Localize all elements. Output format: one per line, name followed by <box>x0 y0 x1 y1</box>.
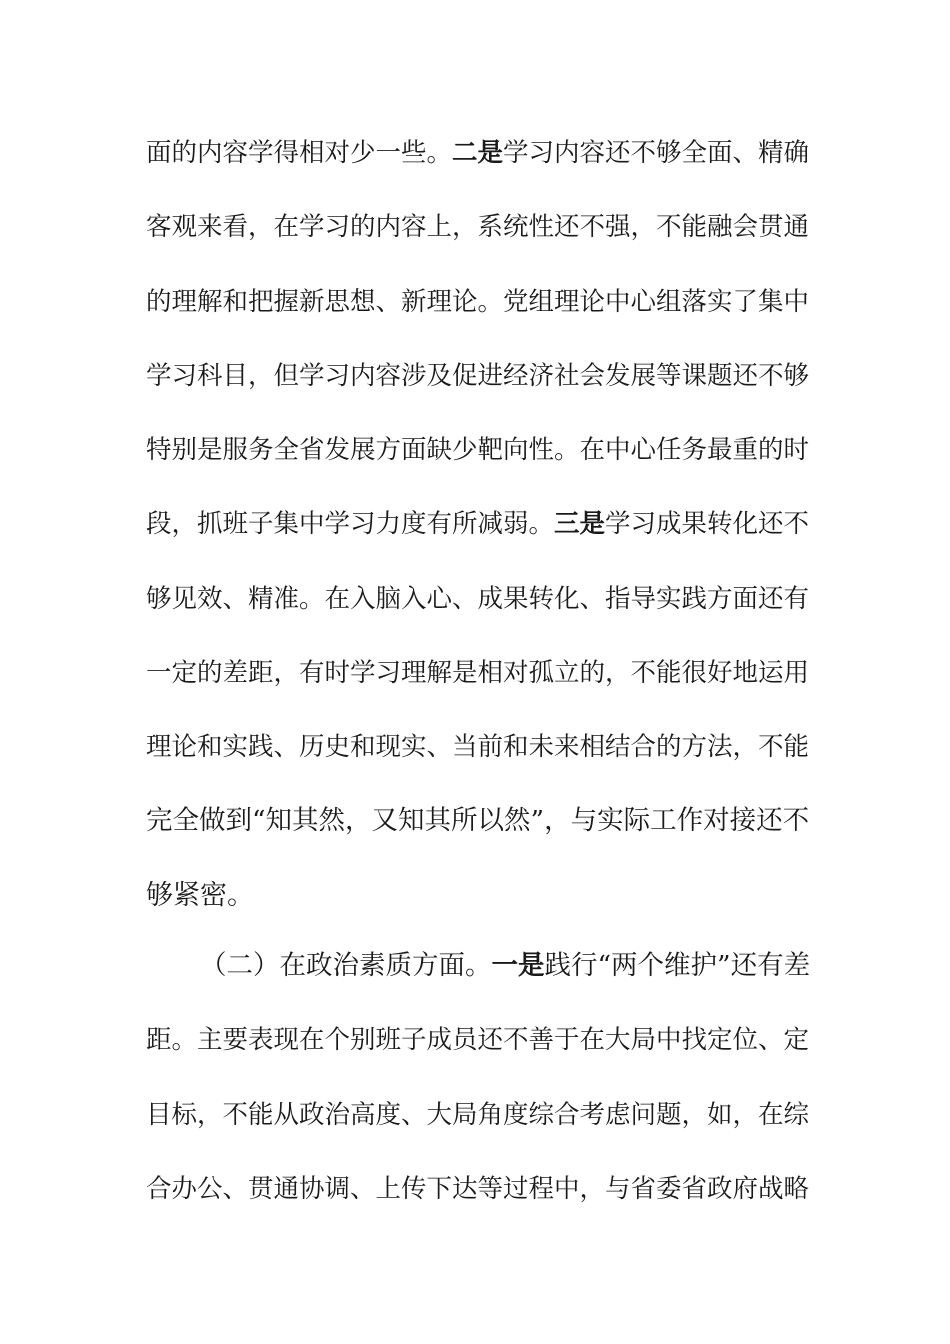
bold-marker: 三是 <box>554 509 606 539</box>
text-line: 段，抓班子集中学习力度有所减弱。三是学习成果转化还不 <box>146 509 810 539</box>
text-line: 完全做到“知其然，又知其所以然”，与实际工作对接还不 <box>146 805 810 836</box>
text-line: 理论和实践、历史和现实、当前和未来相结合的方法，不能 <box>146 732 810 762</box>
text-line: 面的内容学得相对少一些。二是学习内容还不够全面、精确 <box>146 138 810 168</box>
text-line: 一定的差距，有时学习理解是相对孤立的，不能很好地运用 <box>146 658 810 688</box>
text-line: 学习科目，但学习内容涉及促进经济社会发展等课题还不够 <box>146 361 810 391</box>
bold-marker: 一是 <box>491 950 545 981</box>
text-line: 合办公、贯通协调、上传下达等过程中，与省委省政府战略 <box>146 1174 810 1204</box>
text-line: 够紧密。 <box>146 880 254 911</box>
text-line: 距。主要表现在个别班子成员还不善于在大局中找定位、定 <box>146 1025 810 1055</box>
section-heading-line: （二）在政治素质方面。一是践行“两个维护”还有差 <box>200 950 810 981</box>
bold-marker: 二是 <box>452 138 504 168</box>
text-line: 客观来看，在学习的内容上，系统性还不强，不能融会贯通 <box>146 212 810 242</box>
text-line: 特别是服务全省发展方面缺少靶向性。在中心任务最重的时 <box>146 435 810 465</box>
text-line: 目标，不能从政治高度、大局角度综合考虑问题，如，在综 <box>146 1100 810 1130</box>
text-line: 的理解和把握新思想、新理论。党组理论中心组落实了集中 <box>146 287 810 317</box>
text-line: 够见效、精准。在入脑入心、成果转化、指导实践方面还有 <box>146 584 810 614</box>
